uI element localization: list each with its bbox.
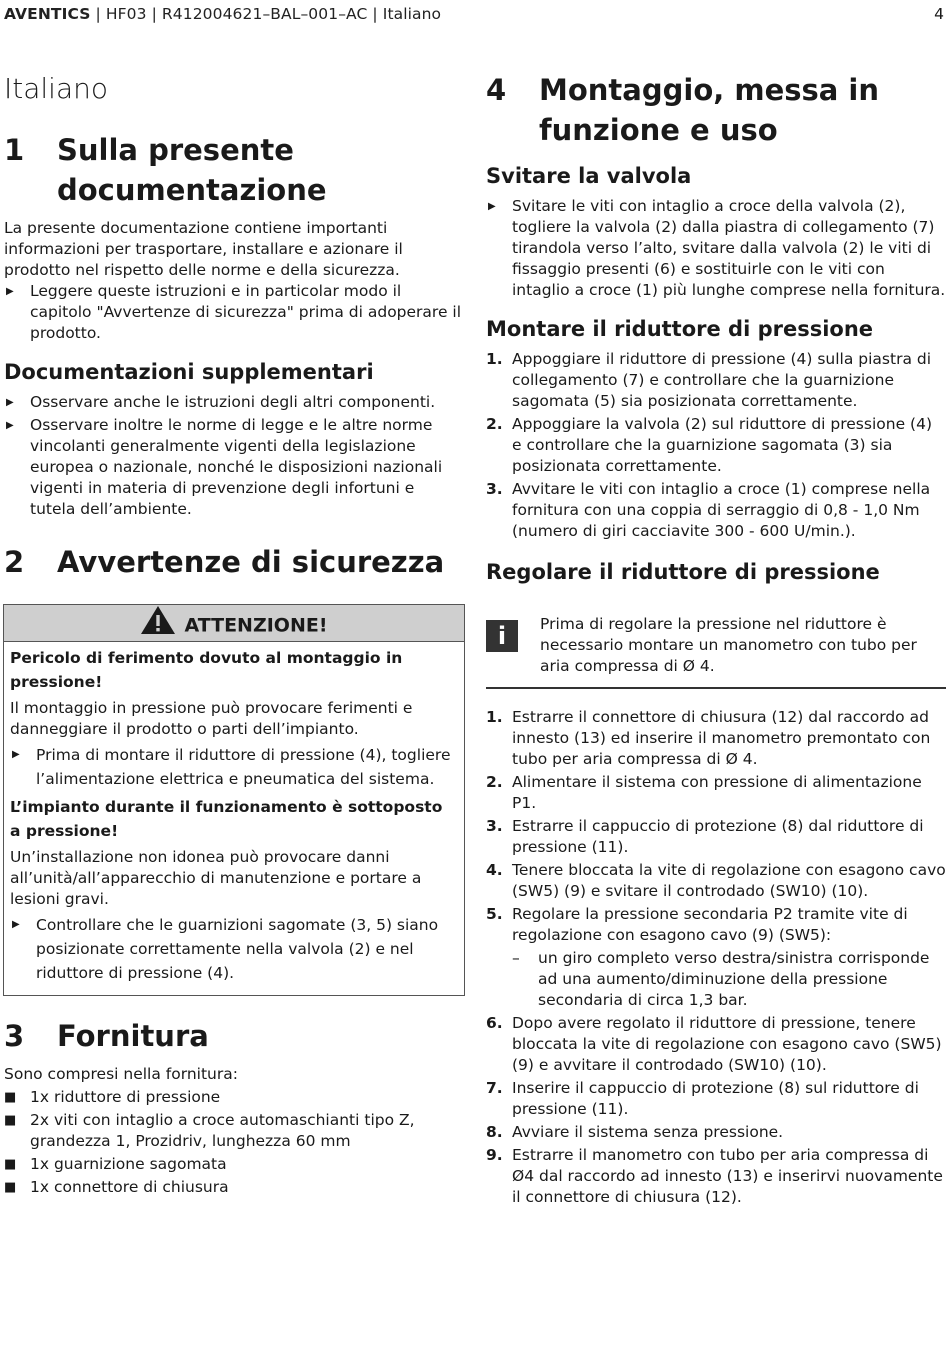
hazard-text: Il montaggio in pressione può provocare ferimenti e danneggiare il prodotto o parti dell’impianto. xyxy=(10,699,413,738)
step-sublist xyxy=(512,948,946,1011)
mount-reducer-heading: Montare il riduttore di pressione xyxy=(486,317,874,341)
step-number: 8. xyxy=(486,1123,503,1141)
step-text: Appoggiare il riduttore di pressione (4) sulla piastra di collegamento (7) e controllare che la guarnizione sagomata (5) sia posizionata correttamente. xyxy=(512,350,932,410)
step-number: 2. xyxy=(486,415,503,433)
supplementary-docs-list xyxy=(4,392,464,520)
warning-body xyxy=(4,642,464,995)
section-2-heading xyxy=(4,542,464,582)
delivery-intro: Sono compresi nella fornitura: xyxy=(4,1065,238,1083)
step-item xyxy=(486,707,946,770)
step-number: 6. xyxy=(486,1014,503,1032)
section-3-heading xyxy=(4,1016,464,1056)
hazard-title: L’impianto durante il funzionamento è sottoposto a pressione! xyxy=(10,798,443,840)
delivery-item: ■ 1x connettore di chiusura xyxy=(4,1177,464,1198)
step-number: 7. xyxy=(486,1079,503,1097)
step-text: Avviare il sistema senza pressione. xyxy=(512,1123,784,1141)
step-item xyxy=(486,1013,946,1076)
instruction-item: ▶ Leggere queste istruzioni e in particolar modo il capitolo "Avvertenze di sicurezza" prima di adoperare il prodotto. xyxy=(4,281,464,344)
step-item xyxy=(486,904,946,1011)
step-item xyxy=(486,479,946,542)
unscrew-instructions xyxy=(486,196,946,301)
delivery-item: ■ 2x viti con intaglio a croce automaschianti tipo Z, grandezza 1, Prozidriv, lunghezza 60 mm xyxy=(4,1110,464,1152)
step-number: 5. xyxy=(486,905,503,923)
step-text: Inserire il cappuccio di protezione (8) sul riduttore di pressione (11). xyxy=(512,1079,919,1118)
section-4-heading xyxy=(486,70,946,150)
step-item xyxy=(486,860,946,902)
step-text: Tenere bloccata la vite di regolazione con esagono cavo (SW5) (9) e svitare il controdado (SW10) (10). xyxy=(512,861,946,900)
step-number: 1. xyxy=(486,350,503,368)
step-number: 9. xyxy=(486,1146,503,1164)
instruction-item: ▶ Svitare le viti con intaglio a croce della valvola (2), togliere la valvola (2) dalla piastra di collegamento (7) tirandola verso l’alto, svitare dalla valvola (2) le viti di fissaggio presenti (6) e sostituirle con le viti con intaglio a croce (1) più lunghe comprese nella fornitura. xyxy=(486,196,946,301)
hazard-actions xyxy=(10,913,458,985)
section-number: 2 xyxy=(4,545,25,579)
step-item xyxy=(486,1078,946,1120)
step-text: Regolare la pressione secondaria P2 tramite vite di regolazione con esagono cavo (9) (SW5): xyxy=(512,905,908,944)
warning-label: ATTENZIONE! xyxy=(184,614,328,637)
step-text: Alimentare il sistema con pressione di alimentazione P1. xyxy=(512,773,922,812)
section-1-instructions xyxy=(4,281,464,344)
warning-header xyxy=(4,605,464,642)
step-item xyxy=(486,1122,946,1143)
delivery-item: ■ 1x riduttore di pressione xyxy=(4,1087,464,1108)
section-number: 1 xyxy=(4,133,25,167)
section-number: 3 xyxy=(4,1019,25,1053)
warning-triangle-icon xyxy=(140,605,176,647)
delivery-list xyxy=(4,1087,464,1198)
section-title: Fornitura xyxy=(57,1019,209,1053)
sub-step-item: – un giro completo verso destra/sinistra corrisponde ad una aumento/diminuzione della pressione secondaria di circa 1,3 bar. xyxy=(512,948,946,1011)
hazard-action: ▶ Prima di montare il riduttore di pressione (4), togliere l’alimentazione elettrica e pneumatica del sistema. xyxy=(10,743,458,791)
hazard-action: ▶ Controllare che le guarnizioni sagomate (3, 5) siano posizionate correttamente nella valvola (2) e nel riduttore di pressione (4). xyxy=(10,913,458,985)
section-1-heading xyxy=(4,130,464,210)
header-doc-info: | HF03 | R412004621–BAL–001–AC | Italiano xyxy=(90,5,442,23)
section-number: 4 xyxy=(486,73,507,107)
info-note xyxy=(486,606,946,689)
hazard-title: Pericolo di ferimento dovuto al montaggio in pressione! xyxy=(10,649,403,691)
right-column xyxy=(486,70,946,1210)
section-1-intro: La presente documentazione contiene importanti informazioni per trasportare, installare e azionare il prodotto nel rispetto delle norme e della sicurezza. xyxy=(4,219,403,279)
step-number: 1. xyxy=(486,708,503,726)
delivery-item: ■ 1x guarnizione sagomata xyxy=(4,1154,464,1175)
step-item xyxy=(486,349,946,412)
adjust-reducer-heading: Regolare il riduttore di pressione xyxy=(486,560,880,584)
step-item xyxy=(486,414,946,477)
unscrew-valve-heading: Svitare la valvola xyxy=(486,164,692,188)
section-title: Avvertenze di sicurezza xyxy=(57,545,445,579)
step-number: 3. xyxy=(486,480,503,498)
note-text: Prima di regolare la pressione nel riduttore è necessario montare un manometro con tubo per aria compressa di Ø 4. xyxy=(540,615,917,675)
running-header xyxy=(4,5,441,23)
supplementary-docs-heading: Documentazioni supplementari xyxy=(4,360,374,384)
step-text: Estrarre il cappuccio di protezione (8) dal riduttore di pressione (11). xyxy=(512,817,924,856)
step-text: Appoggiare la valvola (2) sul riduttore di pressione (4) e controllare che la guarnizione sagomata (3) sia posizionata correttamente. xyxy=(512,415,932,475)
left-column xyxy=(4,70,464,1200)
step-number: 3. xyxy=(486,817,503,835)
step-number: 4. xyxy=(486,861,503,879)
warning-box xyxy=(3,604,465,996)
adjust-steps xyxy=(486,707,946,1208)
instruction-item: ▶ Osservare anche le istruzioni degli altri componenti. xyxy=(4,392,464,413)
step-text: Estrarre il connettore di chiusura (12) dal raccordo ad innesto (13) ed inserire il manometro premontato con tubo per aria compressa di Ø 4. xyxy=(512,708,931,768)
hazard-actions xyxy=(10,743,458,791)
step-text: Avvitare le viti con intaglio a croce (1) comprese nella fornitura con una coppia di serraggio di 0,8 - 1,0 Nm (numero di giri cacciavite 300 - 600 U/min.). xyxy=(512,480,931,540)
step-item xyxy=(486,772,946,814)
instruction-item: ▶ Osservare inoltre le norme di legge e le altre norme vincolanti generalmente vigenti della legislazione europea o nazionale, nonché le disposizioni nazionali vigenti in materia di prevenzione degli infortuni e tutela dell’ambiente. xyxy=(4,415,464,520)
step-number: 2. xyxy=(486,773,503,791)
info-icon: i xyxy=(486,620,518,652)
step-item xyxy=(486,1145,946,1208)
brand-name: AVENTICS xyxy=(4,5,91,23)
section-title: Montaggio, messa in funzione e uso xyxy=(539,73,880,147)
step-text: Dopo avere regolato il riduttore di pressione, tenere bloccata la vite di regolazione con esagono cavo (SW5) (9) e avvitare il controdado (SW10) (10). xyxy=(512,1014,942,1074)
step-item xyxy=(486,816,946,858)
hazard-text: Un’installazione non idonea può provocare danni all’unità/all’apparecchio di manutenzione e portare a lesioni gravi. xyxy=(10,848,422,908)
language-title: Italiano xyxy=(4,72,108,105)
mount-steps xyxy=(486,349,946,542)
step-text: Estrarre il manometro con tubo per aria compressa di Ø4 dal raccordo ad innesto (13) e inserirvi nuovamente il connettore di chiusura (12). xyxy=(512,1146,943,1206)
section-title: Sulla presente documentazione xyxy=(57,133,327,207)
page-number: 4 xyxy=(934,5,944,23)
